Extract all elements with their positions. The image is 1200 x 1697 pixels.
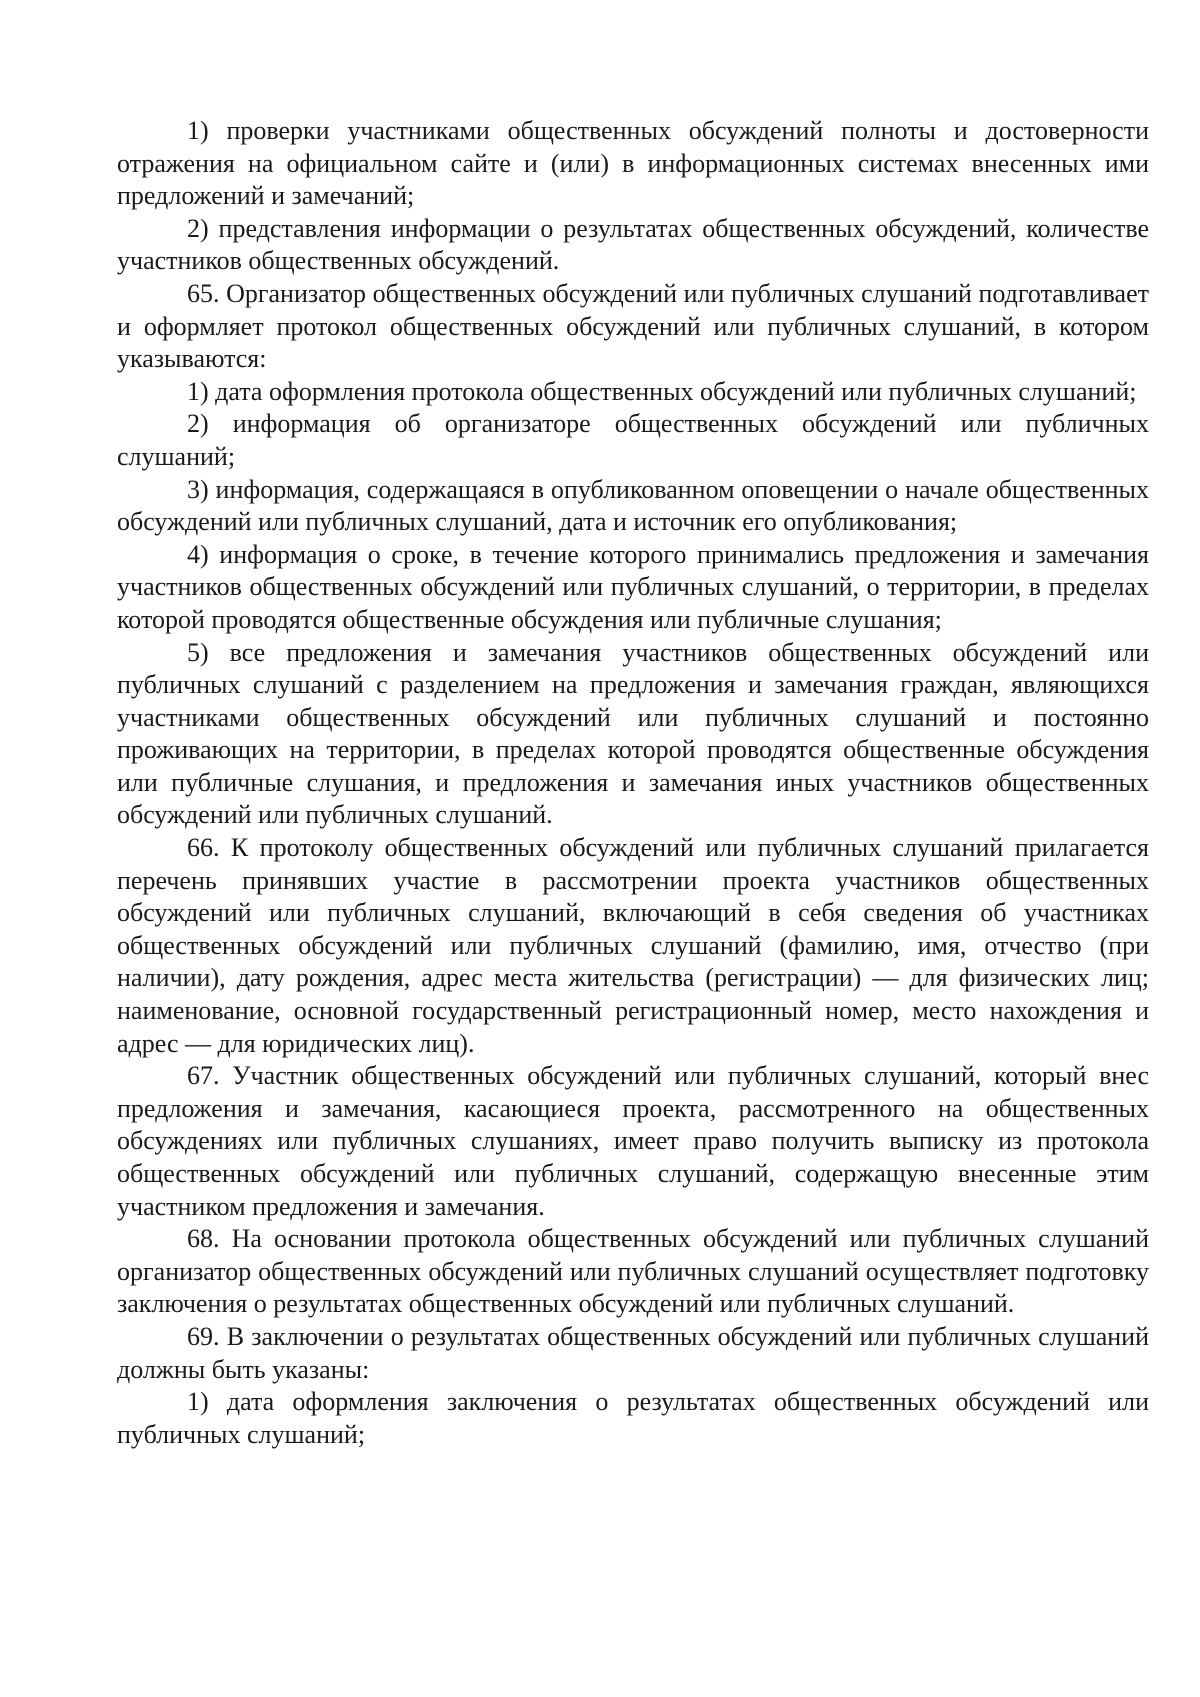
paragraph-65: 65. Организатор общественных обсуждений или публичных слушаний подготавливает и оформляет протокол общественных обсуждений или публичных слушаний, в котором указываются: xyxy=(117,278,1149,374)
paragraph-item-1-check: 1) проверки участниками общественных обсуждений полноты и достоверности отражения на официальном сайте и (или) в информационных системах внесенных ими предложений и замечаний; xyxy=(117,116,1149,211)
paragraph-69: 69. В заключении о результатах общественных обсуждений или публичных слушаний должны быть указаны: xyxy=(117,1321,1149,1384)
paragraph-65-item-3: 3) информация, содержащаяся в опубликованном оповещении о начале общественных обсуждений или публичных слушаний, дата и источник его опубликования; xyxy=(117,474,1149,537)
paragraph-69-item-1: 1) дата оформления заключения о результатах общественных обсуждений или публичных слушаний; xyxy=(117,1387,1149,1449)
paragraph-65-item-2: 2) информация об организаторе общественных обсуждений или публичных слушаний; xyxy=(117,409,1149,471)
paragraph-66: 66. К протоколу общественных обсуждений или публичных слушаний прилагается перечень принявших участие в рассмотрении проекта участников общественных обсуждений или публичных слушаний, включающий в себя сведения об участниках общественных обсуждений или публичных слушаний (фамилию, имя, отчество (при наличии), дату рождения, адрес места жительства (регистрации) — для физических лиц; наименование, основной государственный регистрационный номер, место нахождения и адрес — для юридических лиц). xyxy=(117,833,1149,1058)
paragraph-item-2-results: 2) представления информации о результатах общественных обсуждений, количестве участников общественных обсуждений. xyxy=(117,213,1149,276)
paragraph-65-item-4: 4) информация о сроке, в течение которого принимались предложения и замечания участников общественных обсуждений или публичных слушаний, о территории, в пределах которой проводятся общественные обсуждения или публичные слушания; xyxy=(117,539,1149,634)
paragraph-68: 68. На основании протокола общественных обсуждений или публичных слушаний организатор общественных обсуждений или публичных слушаний осуществляет подготовку заключения о результатах общественных обсуждений или публичных слушаний. xyxy=(117,1224,1149,1319)
document-body xyxy=(117,115,1149,1451)
paragraph-67: 67. Участник общественных обсуждений или публичных слушаний, который внес предложения и замечания, касающиеся проекта, рассмотренного на общественных обсуждениях или публичных слушаниях, имеет право получить выписку из протокола общественных обсуждений или публичных слушаний, содержащую внесенные этим участником предложения и замечания. xyxy=(117,1061,1149,1221)
paragraph-65-item-5: 5) все предложения и замечания участников общественных обсуждений или публичных слушаний с разделением на предложения и замечания граждан, являющихся участниками общественных обсуждений или публичных слушаний и постоянно проживающих на территории, в пределах которой проводятся общественные обсуждения или публичные слушания, и предложения и замечания иных участников общественных обсуждений или публичных слушаний. xyxy=(117,637,1149,830)
paragraph-65-item-1: 1) дата оформления протокола общественных обсуждений или публичных слушаний; xyxy=(187,376,1137,406)
